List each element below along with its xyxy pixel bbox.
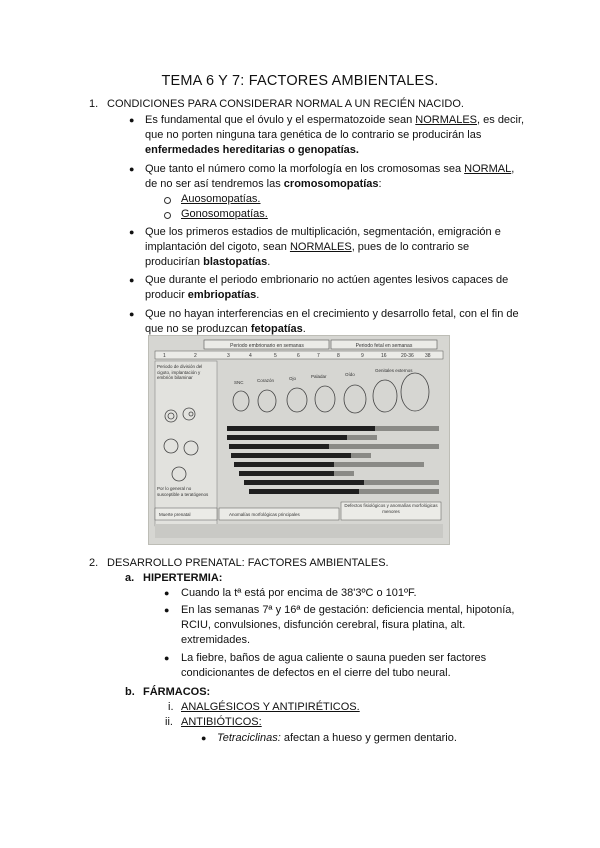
bullet-line: que no se produzcan fetopatías. [145,323,306,335]
bullet-line: condicionantes de defectos en el cierre del tubo neural. [181,667,451,679]
section-heading: DESARROLLO PRENATAL: FACTORES AMBIENTALES. [107,557,389,569]
roman-numeral: ii. [165,716,173,728]
week-label: 6 [297,353,300,359]
week-label: 8 [337,353,340,359]
bullet-dot: ● [201,733,207,743]
week-label: 2 [194,353,197,359]
bullet-line: enfermedades hereditarias o genopatías. [145,144,359,156]
organ-label: Ojo [289,376,297,381]
bullet-line: producir embriopatías. [145,289,260,301]
organ-label: Genitales externos [375,368,413,373]
subsection-letter: b. [125,686,135,698]
week-label: 7 [317,353,320,359]
bullet-line: Tetraciclinas: afectan a hueso y germen dentario. [217,732,457,744]
bullet-line: implantación del cigoto, sean NORMALES, pues de lo contrario se [145,241,470,253]
week-label: 1 [163,353,166,359]
organ-label: Corazón [257,378,275,383]
sub-bullet-text: Auosomopatías. [181,193,261,205]
organ-label: Paladar [311,374,327,379]
week-label: 20-36 [401,353,414,359]
bullet-line: Que tanto el número como la morfología en los cromosomas sea NORMAL, [145,163,515,175]
figure-bottom-right: Defectos fisiológicos y anomalías morfológicas menores [344,503,438,514]
subsection-heading: FÁRMACOS: [143,686,211,698]
bullet-line: que no porten ninguna tara genética de lo contrario se producirán las [145,129,482,141]
bullet-dot: ● [129,227,135,237]
teratogen-sensitivity-figure [148,335,450,545]
bullet-dot: ● [129,275,135,285]
sub-bullet-text: Gonosomopatías. [181,208,268,220]
bullet-line: Es fundamental que el óvulo y el espermatozoide sean NORMALES, es decir, [145,114,525,126]
figure-drawing [149,336,449,544]
section-heading: CONDICIONES PARA CONSIDERAR NORMAL A UN RECIÉN NACIDO. [107,98,464,110]
bullet-line: Que no hayan interferencias en el crecimiento y desarrollo fetal, con el fin de [145,308,519,320]
bullet-dot: ● [129,164,135,174]
bullet-line: La fiebre, baños de agua caliente o sauna pueden ser factores [181,652,487,664]
week-label: 3 [227,353,230,359]
bullet-line: Que durante el periodo embrionario no actúen agentes lesivos capaces de [145,274,509,286]
sub-bullet-circle [164,197,171,204]
week-label: 4 [249,353,252,359]
week-label: 5 [274,353,277,359]
bullet-line: de no ser así tendremos las cromosomopatías: [145,178,382,190]
organ-label: Oído [345,372,355,377]
roman-item-text: ANTIBIÓTICOS: [181,716,262,728]
bullet-line: RCIU, convulsiones, disfunción cerebral, fisura platina, alt. [181,619,466,631]
subsection-letter: a. [125,572,135,584]
bullet-line: Que los primeros estadios de multiplicación, segmentación, emigración e [145,226,501,238]
week-label: 9 [361,353,364,359]
bullet-dot: ● [164,588,170,598]
figure-left-col-top: Periodo de división del cigoto, implantación y embrión bilaminar [157,364,203,380]
organ-label: SNC [234,380,244,385]
bullet-line: Cuando la tª está por encima de 38'3ºC o 101ºF. [181,587,417,599]
week-label: 38 [425,353,431,359]
bullet-line: En las semanas 7ª y 16ª de gestación: deficiencia mental, hipotonía, [181,604,515,616]
page-title: TEMA 6 Y 7: FACTORES AMBIENTALES. [161,73,439,89]
section-number: 2. [89,557,99,569]
subsection-heading: HIPERTERMIA: [143,572,223,584]
figure-bottom-mid: Anomalías morfológicas principales [229,512,300,517]
figure-left-col-bottom: Por lo general no susceptible a teratógenos [157,486,209,497]
roman-item-text: ANALGÉSICOS Y ANTIPIRÉTICOS. [181,701,360,713]
section-number: 1. [89,98,99,110]
figure-bottom-left: Muerte prenatal [159,512,191,517]
week-label: 16 [381,353,387,359]
figure-top-label-right: Periodo fetal en semanas [355,343,413,349]
bullet-dot: ● [129,115,135,125]
bullet-dot: ● [164,653,170,663]
bullet-dot: ● [164,605,170,615]
sub-bullet-circle [164,212,171,219]
bullet-line: extremidades. [181,634,251,646]
bullet-line: producirían blastopatías. [145,256,271,268]
roman-numeral: i. [168,701,174,713]
bullet-dot: ● [129,309,135,319]
figure-top-label-left: Periodo embrionario en semanas [230,343,304,349]
